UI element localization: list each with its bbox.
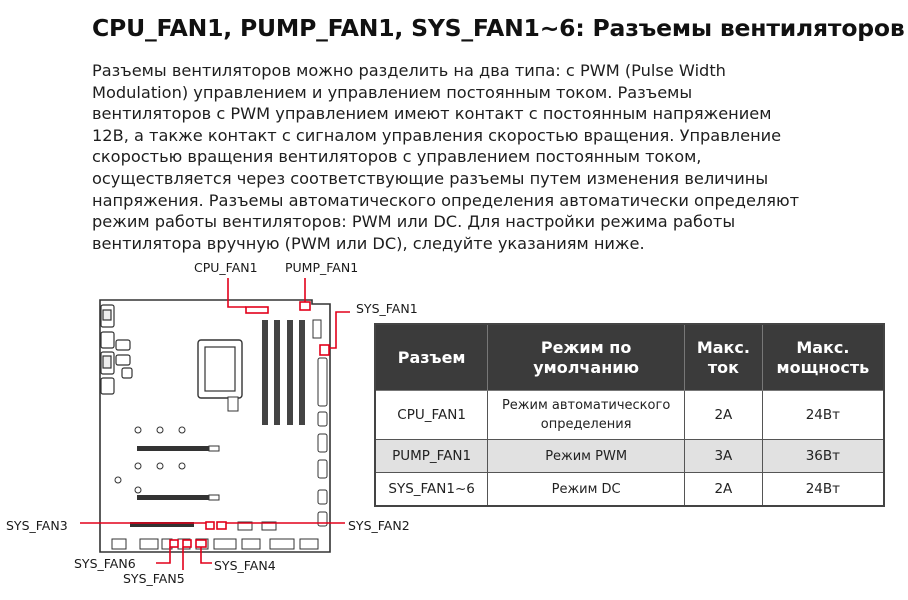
paragraph-line: напряжения. Разъемы автоматического определения автоматически определяют <box>92 190 800 210</box>
cell-connector: PUMP_FAN1 <box>375 440 488 473</box>
label-sys-fan2: SYS_FAN2 <box>348 518 410 533</box>
atx-power-connector <box>313 320 321 338</box>
paragraph-line: 12В, а также контакт с сигналом управления скоростью вращения. Управление <box>92 125 782 145</box>
header-default-mode: Режим по умолчанию <box>488 324 685 391</box>
cell-connector: SYS_FAN1~6 <box>375 473 488 507</box>
cell-mode: Режим DC <box>488 473 685 507</box>
pump-fan1-header <box>300 302 310 310</box>
cell-current: 2A <box>685 391 763 440</box>
side-connectors <box>318 358 327 526</box>
page-title: CPU_FAN1, PUMP_FAN1, SYS_FAN1~6: Разъемы вентиляторов <box>92 14 905 42</box>
paragraph-line: скоростью вращения вентиляторов с управлением постоянным током, <box>92 147 702 167</box>
label-sys-fan1: SYS_FAN1 <box>356 301 418 316</box>
sys-fan5-header <box>183 540 191 547</box>
sys-fan4-header <box>196 540 206 547</box>
board-outline <box>100 300 330 552</box>
cell-power: 24Вт <box>762 391 884 440</box>
label-sys-fan3: SYS_FAN3 <box>6 518 68 533</box>
header-max-current: Макс. ток <box>685 324 763 391</box>
label-cpu-fan1: CPU_FAN1 <box>194 260 258 275</box>
label-pump-fan1: PUMP_FAN1 <box>285 260 359 275</box>
cell-power: 36Вт <box>762 440 884 473</box>
table-row <box>375 473 884 507</box>
label-sys-fan5: SYS_FAN5 <box>123 571 185 586</box>
cpu-fan1-header <box>246 307 268 313</box>
label-sys-fan6: SYS_FAN6 <box>74 556 136 571</box>
cell-mode: Режим PWM <box>488 440 685 473</box>
fan-spec-table <box>374 323 885 507</box>
cell-current: 2A <box>685 473 763 507</box>
sys-fan3-header <box>206 522 214 529</box>
paragraph-line: вентиляторов с PWM управлением имеют контакт с постоянным напряжением <box>92 104 772 124</box>
paragraph-line: вентилятора вручную (PWM или DC), следуйте указаниям ниже. <box>92 233 645 253</box>
description-paragraph <box>92 60 852 254</box>
paragraph-line: осуществляется через соответствующие разъемы путем изменения величины <box>92 168 769 188</box>
label-sys-fan4: SYS_FAN4 <box>214 558 276 573</box>
table-row <box>375 391 884 440</box>
paragraph-line: Разъемы вентиляторов можно разделить на два типа: с PWM (Pulse Width <box>92 61 726 80</box>
table-header-row <box>375 324 884 391</box>
paragraph-line: Modulation) управлением и управлением постоянным током. Разъемы <box>92 82 693 102</box>
paragraph-line: режим работы вентиляторов: PWM или DC. Для настройки режима работы <box>92 212 736 232</box>
cell-connector: CPU_FAN1 <box>375 391 488 440</box>
cell-power: 24Вт <box>762 473 884 507</box>
sys-fan2-header <box>217 522 226 529</box>
table-row <box>375 440 884 473</box>
cell-mode: Режим автоматического определения <box>488 391 685 440</box>
sys-fan6-header <box>170 540 178 547</box>
header-connector: Разъем <box>375 324 488 391</box>
cell-current: 3A <box>685 440 763 473</box>
header-max-power: Макс. мощность <box>762 324 884 391</box>
sys-fan1-header <box>320 345 329 355</box>
